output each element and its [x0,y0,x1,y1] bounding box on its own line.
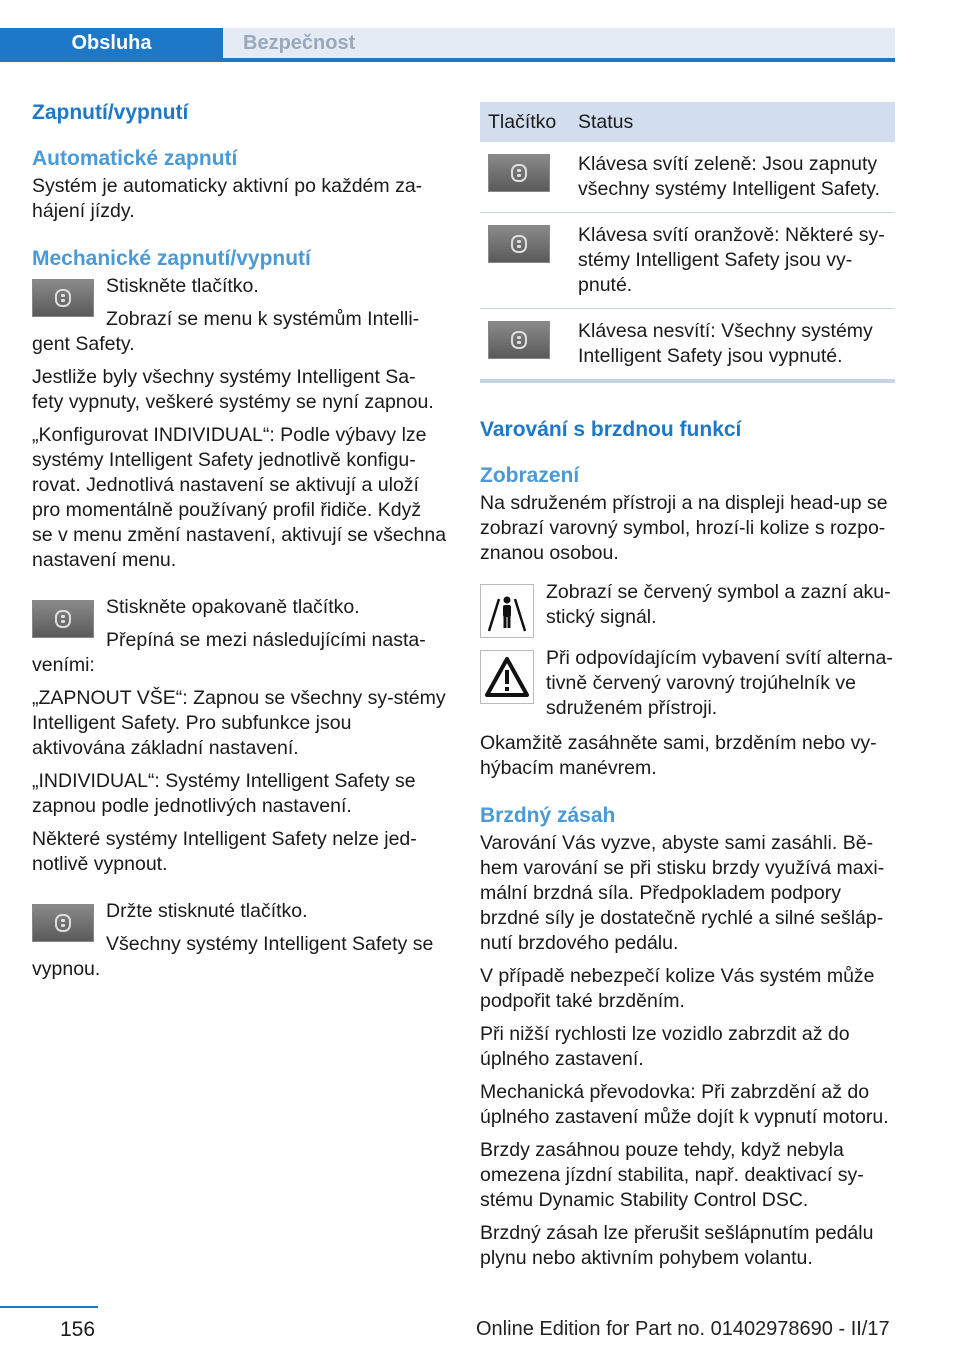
step-result: Všechny systémy Intelligent Safety se vypnou. [32,933,434,980]
table-row [480,213,895,309]
button-status-table [480,102,895,383]
paragraph: „INDIVIDUAL“: Systémy Intelligent Safety se zapnou podle jednotlivých nastavení. [32,770,416,817]
section-title-zapnuti: Zapnutí/vypnutí [32,101,189,124]
status-cell: Klávesa nesvítí: Všechny systémy Intelligent Safety jsou vypnuté. [570,309,895,382]
tab-divider [0,58,895,62]
paragraph: Na sdruženém přístroji a na displeji head-up se zobrazí varovný symbol, hrozí-li kolize s rozpo-znanou osobou. [480,492,888,564]
symbol-description: Zobrazí se červený symbol a zazní aku-stický signál. [546,581,891,628]
footer-rule [0,1306,98,1308]
tab-bezpecnost[interactable]: Bezpečnost [223,28,895,58]
status-cell: Klávesa svítí zeleně: Jsou zapnuty všechny systémy Intelligent Safety. [570,142,895,213]
safety-button-icon [55,289,71,307]
safety-button-image [488,154,550,192]
table-row [480,142,895,213]
step-result: Přepíná se mezi následujícími nasta-veními: [32,629,426,676]
paragraph: Systém je automaticky aktivní po každém za-hájení jízdy. [32,175,423,222]
subheading-brzdny-zasah: Brzdný zásah [480,804,616,827]
status-cell: Klávesa svítí oranžově: Některé sy-stémy Intelligent Safety jsou vy-pnuté. [570,213,895,309]
paragraph: „Konfigurovat INDIVIDUAL“: Podle výbavy lze systémy Intelligent Safety jednotlivě konfigu-rovat. Jednotlivá nastavení se aktivují a uloží pro momentálně používaný profil řidiče. Když se v menu změní nastavení, aktivují se všechna nastavení menu. [32,424,447,571]
pedestrian-warning-icon [480,584,534,638]
table-row [480,309,895,382]
safety-button-icon [511,235,527,253]
paragraph: Některé systémy Intelligent Safety nelze jed-notlivě vypnout. [32,828,417,875]
subheading-zobrazeni: Zobrazení [480,464,580,487]
chapter-tabs [0,0,895,62]
safety-button-image [32,904,94,942]
safety-button-image [32,279,94,317]
paragraph: Okamžitě zasáhněte sami, brzděním nebo vy-hýbacím manévrem. [480,732,877,779]
column-header-button: Tlačítko [480,102,570,142]
safety-button-icon [511,331,527,349]
section-title-varovani: Varování s brzdnou funkcí [480,418,742,441]
step-instruction: Držte stisknuté tlačítko. [106,900,308,922]
safety-button-image [488,225,550,263]
column-header-status: Status [570,102,895,142]
paragraph: Brzdy zasáhnou pouze tehdy, když nebyla omezena jízdní stabilita, např. deaktivací sy-stému Dynamic Stability Control DSC. [480,1139,864,1211]
warning-triangle-icon [480,650,534,704]
step-result: Zobrazí se menu k systémům Intelli-gent Safety. [32,308,420,355]
edition-note: Online Edition for Part no. 01402978690 - II/17 [476,1318,890,1340]
paragraph: „ZAPNOUT VŠE“: Zapnou se všechny sy-stémy Intelligent Safety. Pro subfunkce jsou aktivována základní nastavení. [32,687,446,759]
left-column [32,100,447,990]
paragraph: Varování Vás vyzve, abyste sami zasáhli. Bě-hem varování se při stisku brzdy využívá maxi-mální brzdná síla. Předpokladem podpory brzdné síly je dostatečně rychlé a silné sešláp-nutí brzdového pedálu. [480,832,885,954]
subheading-mech: Mechanické zapnutí/vypnutí [32,247,311,270]
subheading-auto: Automatické zapnutí [32,147,238,170]
safety-button-icon [511,164,527,182]
safety-button-image [488,321,550,359]
paragraph: Mechanická převodovka: Při zabrzdění až do úplného zastavení může dojít k vypnutí motoru. [480,1081,889,1128]
right-column [480,102,895,1279]
safety-button-image [32,600,94,638]
tab-obsluha[interactable]: Obsluha [0,28,223,58]
step-instruction: Stiskněte tlačítko. [106,275,259,297]
page-number: 156 [60,1318,96,1341]
paragraph: Jestliže byly všechny systémy Intelligent Sa-fety vypnuty, veškeré systémy se nyní zapnou. [32,366,434,413]
step-instruction: Stiskněte opakovaně tlačítko. [106,596,360,618]
safety-button-icon [55,610,71,628]
safety-button-icon [55,914,71,932]
paragraph: Brzdný zásah lze přerušit sešlápnutím pedálu plynu nebo aktivním pohybem volantu. [480,1222,874,1269]
paragraph: V případě nebezpečí kolize Vás systém může podpořit také brzděním. [480,965,875,1012]
paragraph: Při nižší rychlosti lze vozidlo zabrzdit až do úplného zastavení. [480,1023,850,1070]
symbol-description: Při odpovídajícím vybavení svítí alterna-tivně červený varovný trojúhelník ve sdruženém přístroji. [546,647,893,719]
